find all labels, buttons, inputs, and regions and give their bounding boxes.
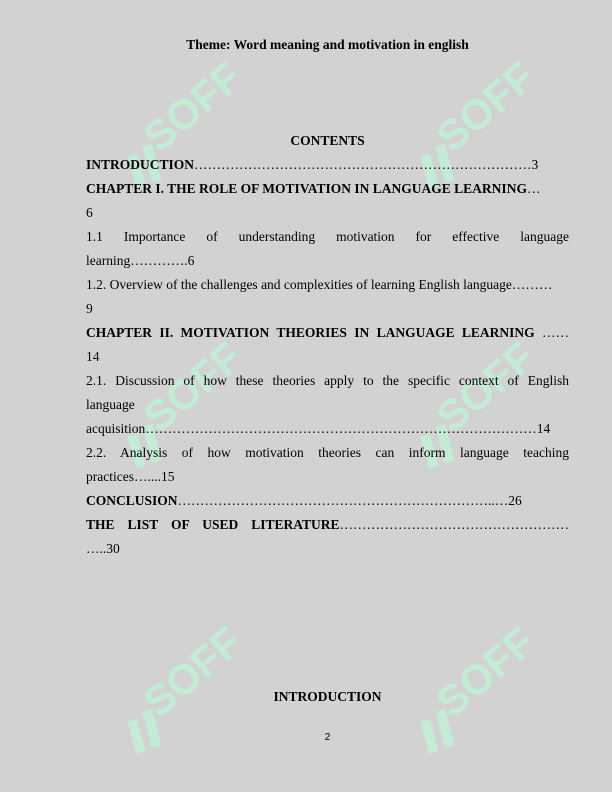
toc-entry-1-1-cont: learning………….6 <box>86 253 195 268</box>
toc-entry-2-2-cont: practices…....15 <box>86 469 175 484</box>
toc-entry-conclusion[interactable]: CONCLUSION……………………………………………………………..…26 <box>86 493 522 508</box>
svg-text:SOFF: SOFF <box>134 60 251 161</box>
toc-entry-chapter-1-page: 6 <box>86 205 93 220</box>
toc-entry-2-1-page: acquisition……………………………………………………………………………14 <box>86 421 551 436</box>
toc-entry-chapter-1[interactable]: CHAPTER I. THE ROLE OF MOTIVATION IN LANGUAGE LEARNING… <box>86 181 541 196</box>
toc-entry-introduction[interactable]: INTRODUCTION…………………………………………………………………3 <box>86 157 539 172</box>
toc-entry-2-2[interactable]: 2.2. Analysis of how motivation theories can inform language teaching <box>86 445 569 460</box>
svg-text:SOFF: SOFF <box>427 340 544 441</box>
table-of-contents <box>86 153 569 561</box>
toc-entry-chapter-2-page: 14 <box>86 349 100 364</box>
contents-heading: CONTENTS <box>290 133 365 148</box>
svg-text:SOFF: SOFF <box>427 60 544 161</box>
svg-text:SOFF: SOFF <box>427 625 544 726</box>
page-number: 2 <box>324 732 331 743</box>
document-theme: Theme: Word meaning and motivation in english <box>186 37 469 52</box>
toc-entry-chapter-2[interactable]: CHAPTER II. MOTIVATION THEORIES IN LANGUAGE LEARNING …… <box>86 325 569 340</box>
toc-entry-1-1[interactable]: 1.1 Importance of understanding motivation for effective language <box>86 229 569 244</box>
svg-text:SOFF: SOFF <box>134 340 251 441</box>
toc-entry-literature-page: …..30 <box>86 541 120 556</box>
toc-entry-1-2-page: 9 <box>86 301 93 316</box>
toc-entry-2-1-cont: language <box>86 397 135 412</box>
toc-entry-1-2[interactable]: 1.2. Overview of the challenges and complexities of learning English language……… <box>86 277 553 292</box>
toc-entry-2-1[interactable]: 2.1. Discussion of how these theories apply to the specific context of English <box>86 373 569 388</box>
toc-entry-literature[interactable]: THE LIST OF USED LITERATURE…………………………………………… <box>86 517 569 532</box>
introduction-heading: INTRODUCTION <box>273 689 382 704</box>
svg-text:SOFF: SOFF <box>134 625 251 726</box>
